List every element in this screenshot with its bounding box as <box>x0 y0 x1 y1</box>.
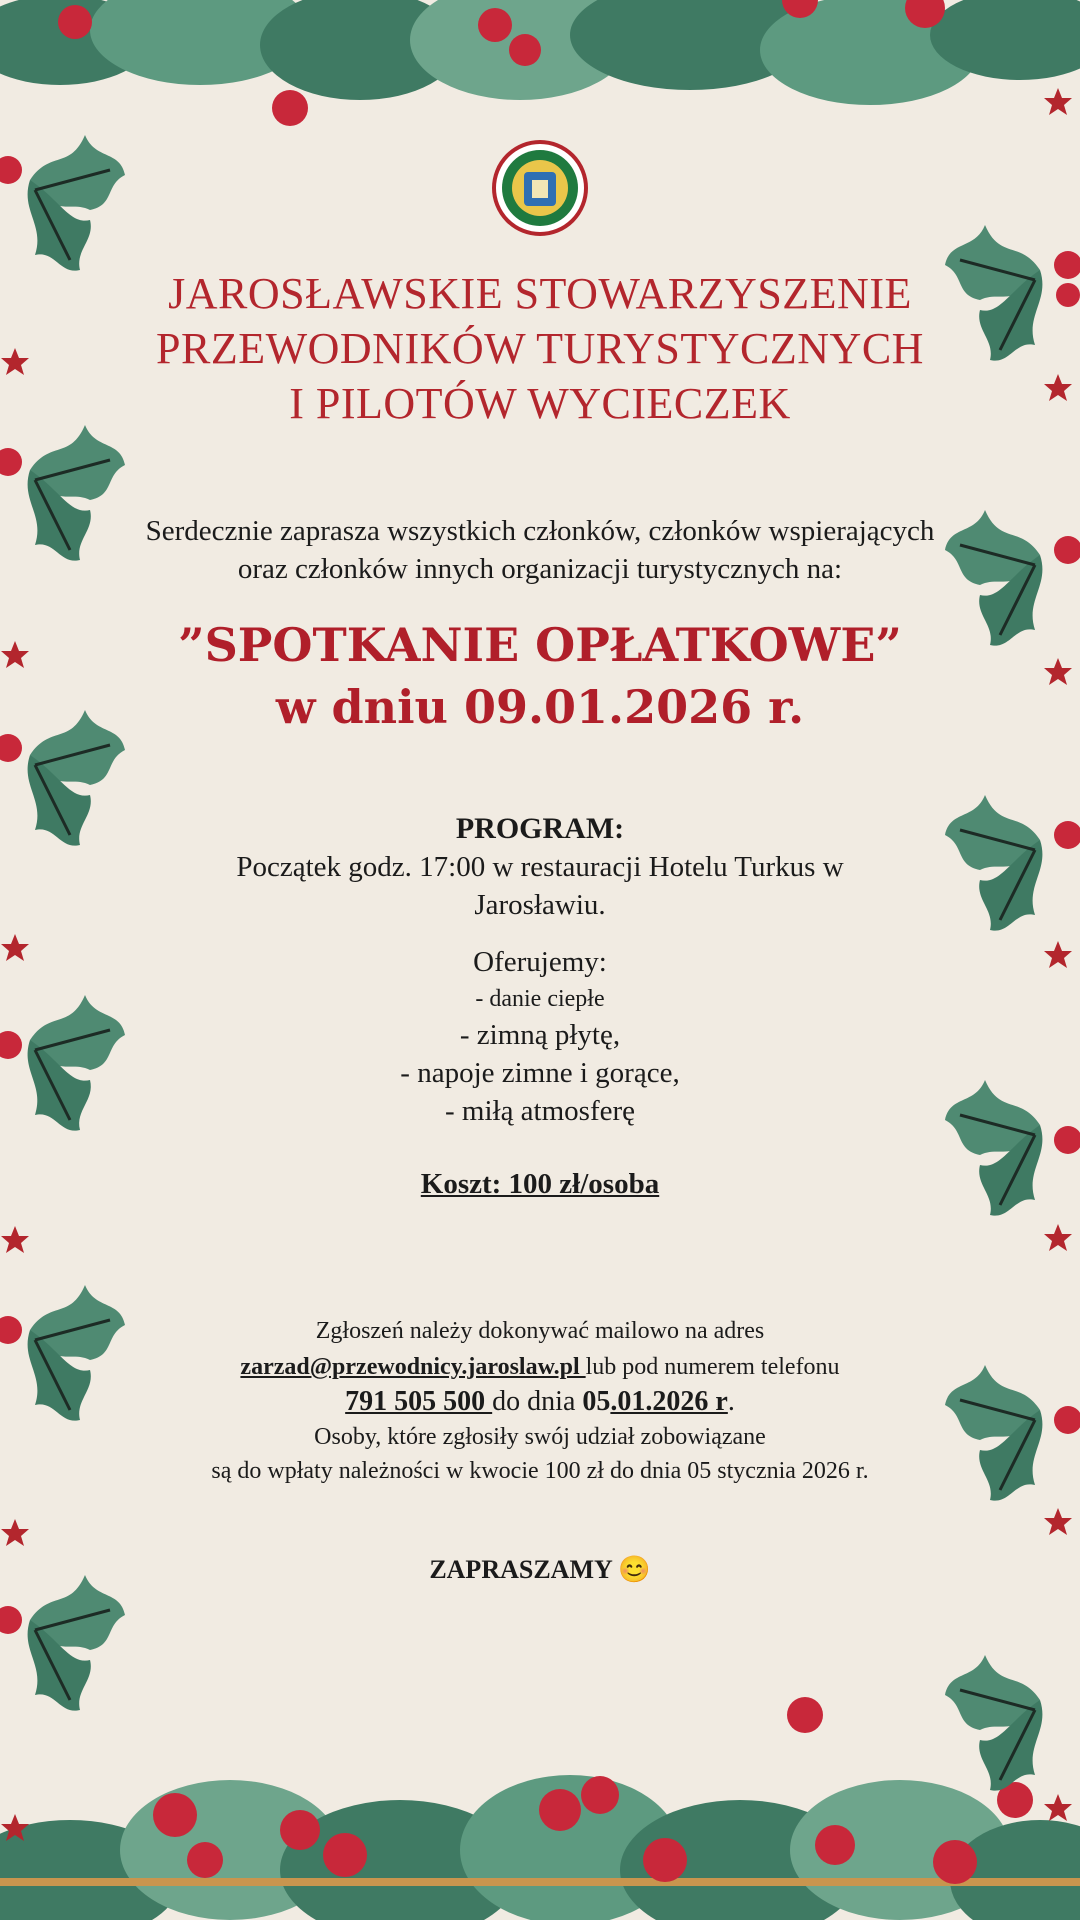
registration-line-4: Osoby, które zgłosiły swój udział zobowiązane <box>314 1424 766 1450</box>
event-name: ”SPOTKANIE OPŁATKOWE” <box>178 618 902 672</box>
association-title-line-1: JAROSŁAWSKIE STOWARZYSZENIE <box>168 269 912 318</box>
smile-emoji-icon: 😊 <box>618 1555 651 1584</box>
event-date: w dniu 09.01.2026 r. <box>275 680 805 734</box>
offer-item: - danie ciepłe <box>475 986 605 1012</box>
association-title-line-3: I PILOTÓW WYCIECZEK <box>289 379 791 428</box>
intro-line-1: Serdecznie zaprasza wszystkich członków, członków wspierających <box>145 515 935 547</box>
deadline-end: . <box>727 1386 735 1417</box>
phone-number[interactable]: 791 505 500 <box>345 1386 493 1417</box>
deadline-prefix: do dnia <box>492 1386 583 1417</box>
offer-heading: Oferujemy: <box>473 946 607 978</box>
association-title-line-2: PRZEWODNIKÓW TURYSTYCZNYCH <box>156 324 924 373</box>
registration-line-5: są do wpłaty należności w kwocie 100 zł do dnia 05 stycznia 2026 r. <box>211 1458 869 1484</box>
offer-item: - miłą atmosferę <box>444 1095 636 1127</box>
registration-line-1: Zgłoszeń należy dokonywać mailowo na adres <box>315 1318 765 1344</box>
cost-line: Koszt: 100 zł/osoba <box>420 1168 660 1200</box>
program-start-line-2: Jarosławiu. <box>474 889 606 921</box>
closing-line <box>0 1555 1080 1585</box>
closing-text: ZAPRASZAMY <box>429 1555 612 1584</box>
program-start-line-1: Początek godz. 17:00 w restauracji Hotelu Turkus w <box>236 851 844 883</box>
deadline-date: .01.2026 r <box>610 1386 728 1417</box>
offer-item: - napoje zimne i gorące, <box>400 1057 680 1089</box>
offer-item: - zimną płytę, <box>459 1019 621 1051</box>
intro-line-2: oraz członków innych organizacji turystycznych na: <box>237 553 843 585</box>
program-heading: PROGRAM: <box>455 812 625 845</box>
registration-line-2 <box>0 1354 1080 1381</box>
registration-line-3 <box>0 1386 1080 1418</box>
deadline-day: 05 <box>582 1386 611 1417</box>
registration-phone-text: lub pod numerem telefonu <box>585 1354 840 1380</box>
email-link[interactable]: zarzad@przewodnicy.jaroslaw.pl <box>240 1354 586 1380</box>
